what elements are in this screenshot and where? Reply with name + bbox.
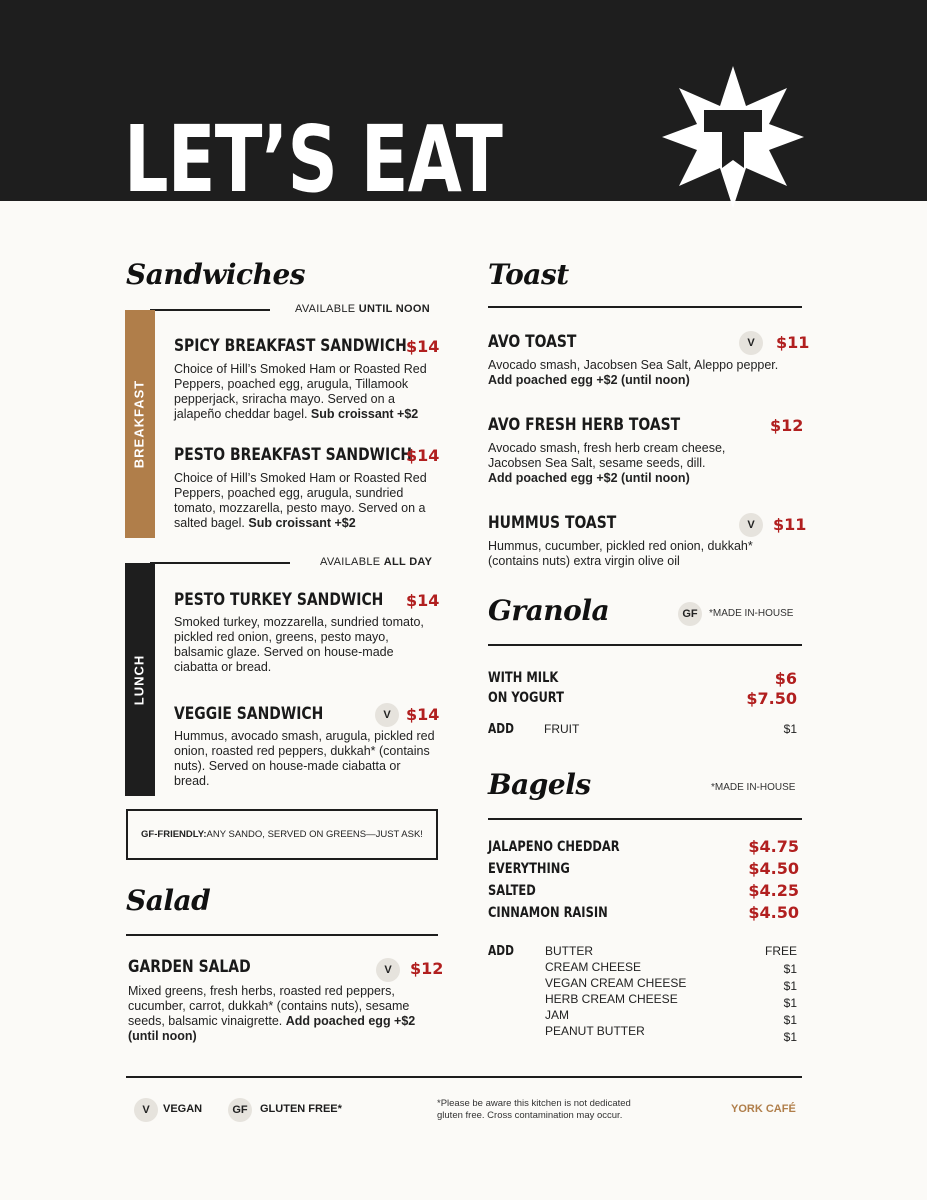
menu-item-description: Choice of Hill’s Smoked Ham or Roasted Red Peppers, poached egg, arugula, sundried tomato, mozzarella, pesto mayo. Served on a salted bagel. Sub croissant +$2 [174, 471, 427, 530]
menu-item-name: AVO FRESH HERB TOAST [488, 415, 681, 435]
lunch-rule [150, 562, 290, 564]
menu-item-name: ON YOGURT [488, 690, 564, 706]
vegan-badge: V [739, 331, 763, 355]
menu-item-price: $11 [773, 515, 807, 534]
granola-rule [488, 644, 802, 646]
menu-item-description: Hummus, cucumber, pickled red onion, dukkah* (contains nuts) extra virgin olive oil [488, 539, 753, 568]
addon-name: CREAM CHEESE [545, 960, 642, 974]
menu-item-price: $14 [406, 337, 440, 356]
menu-item-name: GARDEN SALAD [128, 957, 251, 977]
addon-price: $1 [783, 1030, 797, 1044]
bagels-rule [488, 818, 802, 820]
addon-name: FRUIT [544, 722, 580, 736]
addon-price: $1 [783, 996, 797, 1010]
add-label: ADD [488, 944, 514, 959]
gluten-free-badge: GF [228, 1098, 252, 1122]
menu-item-name: HUMMUS TOAST [488, 513, 617, 533]
addon-name: JAM [545, 1008, 569, 1022]
lunch-label: LUNCH [131, 654, 147, 705]
menu-item-price: $4.75 [748, 837, 799, 856]
menu-item-name: EVERYTHING [488, 861, 570, 877]
footer-rule [126, 1076, 802, 1078]
gf-friendly-note: GF-FRIENDLY: ANY SANDO, SERVED ON GREENS—JUST ASK! [126, 809, 438, 860]
breakfast-availability: AVAILABLE UNTIL NOON [295, 303, 430, 315]
menu-item-price: $4.50 [748, 903, 799, 922]
addon-price: $1 [783, 962, 797, 976]
toast-rule [488, 306, 802, 308]
menu-item-description: Smoked turkey, mozzarella, sundried tomato, pickled red onion, greens, pesto mayo, balsamic glaze. Served on house-made ciabatta or bread. [174, 615, 424, 674]
salad-rule [126, 934, 438, 936]
menu-item-name: SALTED [488, 883, 536, 899]
menu-item-price: $14 [406, 591, 440, 610]
addon-name: VEGAN CREAM CHEESE [545, 976, 687, 990]
gluten-free-badge: GF [678, 602, 702, 626]
menu-item-price: $7.50 [746, 689, 797, 708]
lunch-sidebar [125, 563, 153, 796]
menu-item-description: Avocado smash, Jacobsen Sea Salt, Aleppo pepper. Add poached egg +$2 (until noon) [488, 358, 779, 387]
sandwiches-heading: Sandwiches [126, 258, 306, 291]
vegan-badge: V [739, 513, 763, 537]
bagels-heading: Bagels [488, 768, 591, 801]
vegan-legend-label: VEGAN [163, 1103, 203, 1115]
menu-item-name: PESTO BREAKFAST SANDWICH [174, 445, 413, 465]
menu-item-description: Choice of Hill’s Smoked Ham or Roasted Red Peppers, poached egg, arugula, Tillamook pepperjack, sriracha mayo. Served on a jalapeño cheddar bagel. Sub croissant +$2 [174, 362, 427, 421]
made-in-house-note: *MADE IN-HOUSE [711, 782, 796, 793]
addon-price: $1 [783, 722, 797, 736]
menu-item-price: $12 [410, 959, 444, 978]
breakfast-divider [153, 310, 155, 538]
breakfast-rule [150, 309, 270, 311]
menu-item-name: VEGGIE SANDWICH [174, 704, 324, 724]
addon-name: HERB CREAM CHEESE [545, 992, 678, 1006]
menu-item-name: AVO TOAST [488, 332, 577, 352]
brand-name: YORK CAFÉ [731, 1103, 796, 1115]
menu-item-price: $6 [774, 669, 797, 688]
menu-item-price: $12 [770, 416, 804, 435]
vegan-badge: V [134, 1098, 158, 1122]
toast-heading: Toast [488, 258, 569, 291]
add-label: ADD [488, 722, 514, 737]
addon-price: FREE [764, 944, 797, 958]
menu-item-name: CINNAMON RAISIN [488, 905, 608, 921]
menu-item-name: PESTO TURKEY SANDWICH [174, 590, 384, 610]
lunch-divider [153, 563, 155, 796]
addon-price: $1 [783, 1013, 797, 1027]
menu-item-name: SPICY BREAKFAST SANDWICH [174, 336, 407, 356]
star-t-logo-icon [660, 64, 806, 210]
gluten-free-legend-label: GLUTEN FREE* [260, 1103, 342, 1115]
granola-heading: Granola [488, 594, 610, 627]
breakfast-label: BREAKFAST [131, 379, 147, 469]
menu-item-price: $4.50 [748, 859, 799, 878]
page-title: LET’S EAT [124, 114, 503, 200]
addon-name: BUTTER [545, 944, 593, 958]
menu-item-description: Mixed greens, fresh herbs, roasted red peppers, cucumber, carrot, dukkah* (contains nuts), sesame seeds, balsamic vinaigrette. Add poached egg +$2 (until noon) [128, 984, 416, 1043]
menu-item-price: $14 [406, 705, 440, 724]
lunch-availability: AVAILABLE ALL DAY [320, 556, 433, 568]
addon-name: PEANUT BUTTER [545, 1024, 645, 1038]
salad-heading: Salad [126, 884, 211, 917]
made-in-house-note: *MADE IN-HOUSE [709, 608, 794, 619]
menu-item-description: Avocado smash, fresh herb cream cheese, Jacobsen Sea Salt, sesame seeds, dill. Add poached egg +$2 (until noon) [488, 441, 726, 485]
menu-item-name: WITH MILK [488, 670, 559, 686]
vegan-badge: V [376, 958, 400, 982]
gluten-disclaimer: *Please be aware this kitchen is not dedicated gluten free. Cross contamination may occur. [437, 1098, 631, 1121]
menu-item-price: $11 [776, 333, 810, 352]
menu-item-name: JALAPENO CHEDDAR [488, 839, 620, 855]
vegan-badge: V [375, 703, 399, 727]
addon-price: $1 [783, 979, 797, 993]
menu-item-description: Hummus, avocado smash, arugula, pickled red onion, roasted red peppers, dukkah* (contains nuts). Served on house-made ciabatta or bread. [174, 729, 435, 788]
menu-item-price: $4.25 [748, 881, 799, 900]
menu-item-price: $14 [406, 446, 440, 465]
breakfast-sidebar [125, 310, 153, 538]
